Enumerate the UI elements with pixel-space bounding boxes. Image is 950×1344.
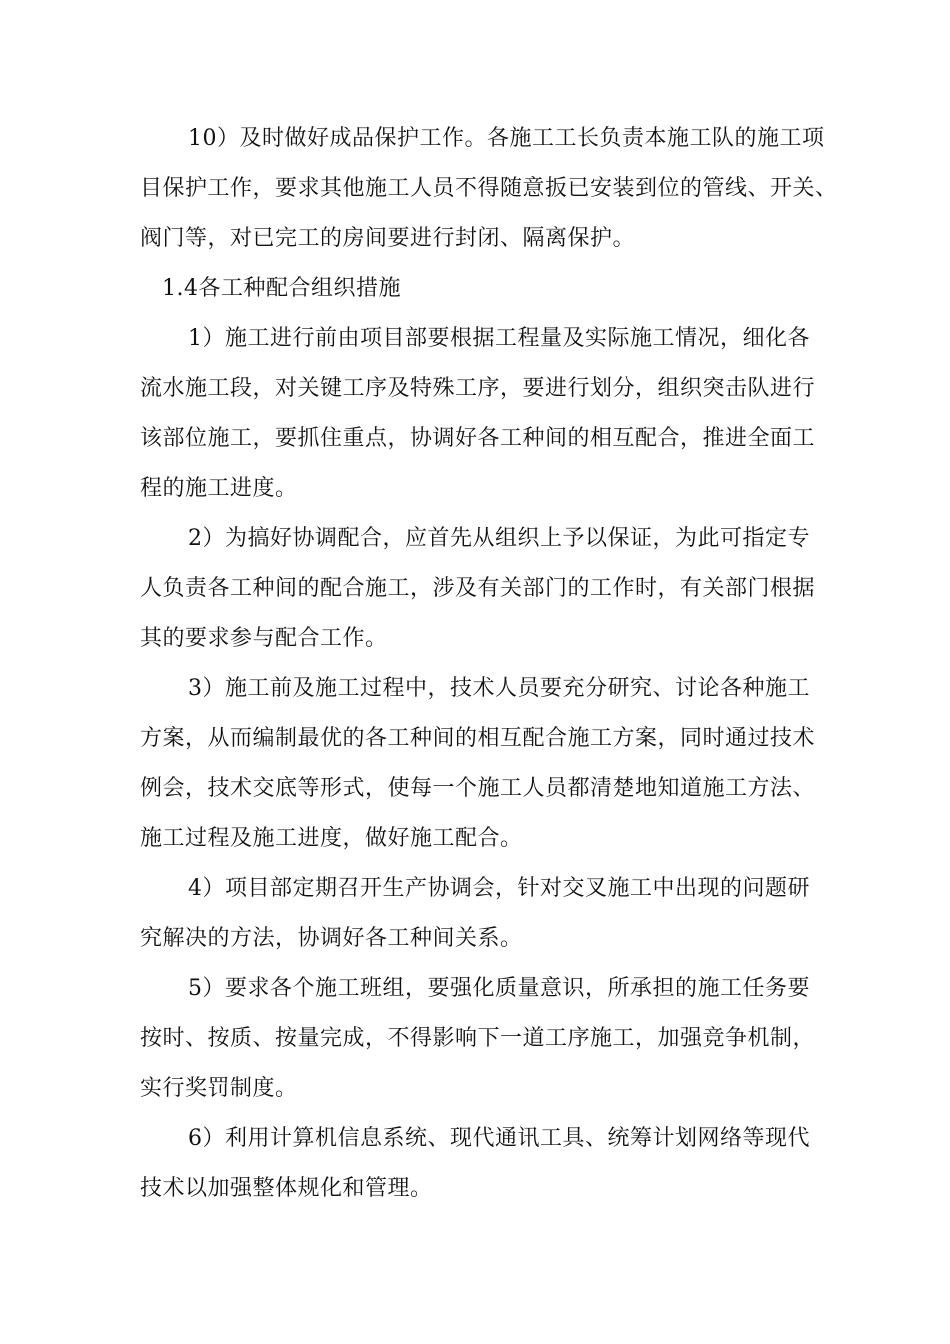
paragraph-5-line-1: 5）要求各个施工班组，要强化质量意识，所承担的施工任务要 — [188, 976, 810, 1001]
paragraph-2-line-1: 2）为搞好协调配合，应首先从组织上予以保证，为此可指定专 — [188, 526, 810, 551]
paragraph-10-line-2: 目保护工作，要求其他施工人员不得随意扳已安装到位的管线、开关、 — [140, 176, 838, 201]
paragraph-3-line-1: 3）施工前及施工过程中，技术人员要充分研究、讨论各种施工 — [188, 676, 810, 701]
paragraph-3-line-4: 施工过程及施工进度，做好施工配合。 — [140, 826, 523, 851]
paragraph-6-line-2: 技术以加强整体规化和管理。 — [140, 1176, 433, 1201]
paragraph-1-line-2: 流水施工段，对关键工序及特殊工序，要进行划分，组织突击队进行 — [140, 376, 816, 401]
paragraph-4-line-1: 4）项目部定期召开生产协调会，针对交叉施工中出现的问题研 — [188, 876, 810, 901]
paragraph-3-line-2: 方案，从而编制最优的各工种间的相互配合施工方案，同时通过技术 — [140, 726, 816, 751]
paragraph-2-line-3: 其的要求参与配合工作。 — [140, 626, 388, 651]
paragraph-6-line-1: 6）利用计算机信息系统、现代通讯工具、统筹计划网络等现代 — [188, 1126, 810, 1151]
paragraph-3-line-3: 例会，技术交底等形式，使每一个施工人员都清楚地知道施工方法、 — [140, 776, 816, 801]
paragraph-1-line-1: 1）施工进行前由项目部要根据工程量及实际施工情况，细化各 — [188, 326, 810, 351]
paragraph-4-line-2: 究解决的方法，协调好各工种间关系。 — [140, 926, 523, 951]
paragraph-2-line-2: 人负责各工种间的配合施工，涉及有关部门的工作时，有关部门根据 — [140, 576, 816, 601]
paragraph-1-line-4: 程的施工进度。 — [140, 476, 298, 501]
section-heading: 1.4各工种配合组织措施 — [162, 276, 401, 301]
paragraph-10-line-3: 阀门等，对已完工的房间要进行封闭、隔离保护。 — [140, 226, 636, 251]
paragraph-5-line-2: 按时、按质、按量完成，不得影响下一道工序施工，加强竞争机制， — [140, 1026, 816, 1051]
paragraph-10-line-1: 10）及时做好成品保护工作。各施工工长负责本施工队的施工项 — [188, 126, 825, 151]
paragraph-5-line-3: 实行奖罚制度。 — [140, 1076, 298, 1101]
paragraph-1-line-3: 该部位施工，要抓住重点，协调好各工种间的相互配合，推进全面工 — [140, 426, 816, 451]
